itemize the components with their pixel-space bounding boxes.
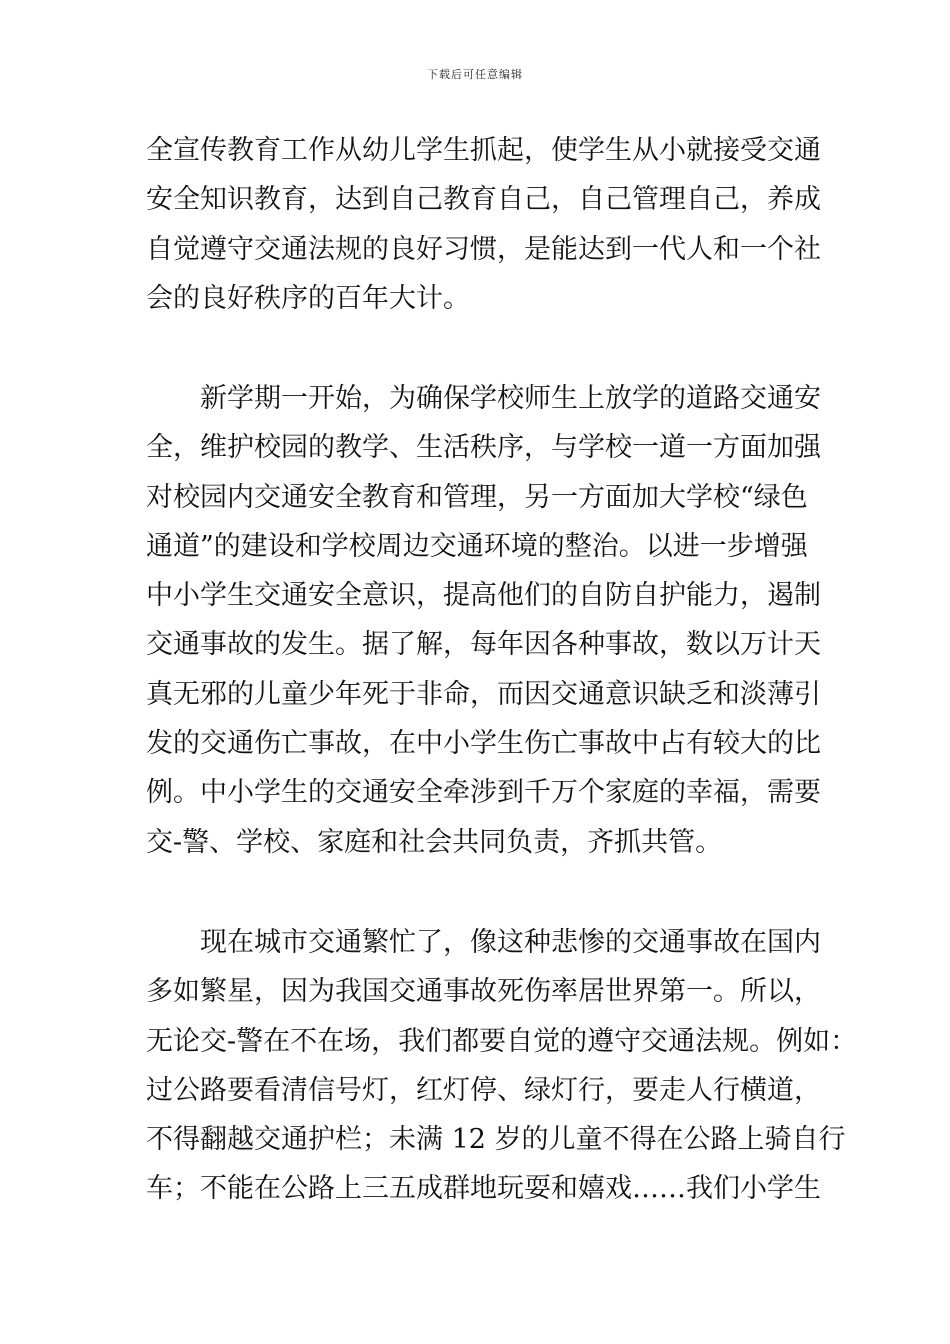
paragraph-line: 交通事故的发生。据了解，每年因各种事故，数以万计天: [146, 629, 821, 661]
paragraph-3: [146, 918, 858, 1214]
paragraph-line: 多如繁星，因为我国交通事故死伤率居世界第一。所以，: [146, 976, 821, 1008]
paragraph-line: 会的良好秩序的百年大计。: [146, 282, 470, 314]
paragraph-line: 不得翻越交通护栏；未满 12 岁的儿童不得在公路上骑自行: [146, 1124, 846, 1156]
paragraph-line: 全，维护校园的教学、生活秩序，与学校一道一方面加强: [146, 432, 821, 464]
paragraph-line: 过公路要看清信号灯，红灯停、绿灯行，要走人行横道，: [146, 1074, 821, 1106]
paragraph-line: 全宣传教育工作从幼儿学生抓起，使学生从小就接受交通: [146, 135, 821, 166]
paragraph-line: 安全知识教育，达到自己教育自己，自己管理自己，养成: [146, 184, 821, 216]
paragraph-line: 现在城市交通繁忙了，像这种悲惨的交通事故在国内: [200, 927, 821, 958]
paragraph-line: 车；不能在公路上三五成群地玩耍和嬉戏……我们小学生: [146, 1173, 821, 1205]
paragraph-2: [146, 374, 821, 867]
paragraph-line: 真无邪的儿童少年死于非命，而因交通意识缺乏和淡薄引: [146, 678, 821, 710]
paragraph-line: 通道”的建设和学校周边交通环境的整治。以进一步增强: [146, 530, 808, 562]
paragraph-line: 例。中小学生的交通安全牵涉到千万个家庭的幸福，需要: [146, 777, 821, 809]
paragraph-line: 对校园内交通安全教育和管理，另一方面加大学校“绿色: [146, 481, 808, 513]
paragraph-line: 中小学生交通安全意识，提高他们的自防自护能力，遏制: [146, 580, 821, 612]
paragraph-1: [146, 126, 821, 323]
paragraph-line: 无论交-警在不在场，我们都要自觉的遵守交通法规。例如：: [146, 1025, 858, 1057]
paragraph-line: 自觉遵守交通法规的良好习惯，是能达到一代人和一个社: [146, 233, 821, 265]
paragraph-line: 交-警、学校、家庭和社会共同负责，齐抓共管。: [146, 826, 723, 858]
paragraph-line: 发的交通伤亡事故，在中小学生伤亡事故中占有较大的比: [146, 728, 821, 760]
paragraph-line: 新学期一开始，为确保学校师生上放学的道路交通安: [200, 383, 821, 414]
page-header: 下载后可任意编辑: [427, 68, 523, 81]
